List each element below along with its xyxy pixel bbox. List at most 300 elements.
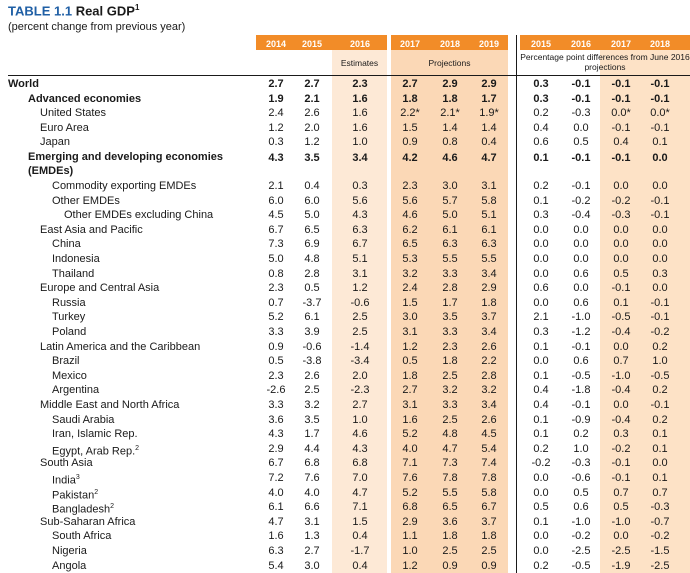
diff-value: -0.1 xyxy=(650,78,670,90)
growth-value: 3.7 xyxy=(481,515,497,528)
diff-value: 0.6 xyxy=(573,296,589,309)
diff-value: 0.5 xyxy=(533,501,549,514)
row-label xyxy=(40,456,93,470)
row-label-text: Europe and Central Asia xyxy=(40,282,160,295)
row-label-text: Poland xyxy=(52,326,87,338)
diff-value: 0.0 xyxy=(573,121,589,134)
growth-value: 1.6 xyxy=(402,413,418,426)
growth-value: 5.1 xyxy=(481,209,497,222)
growth-value: 1.2 xyxy=(402,340,418,353)
growth-value: 6.0 xyxy=(268,194,284,207)
diff-value: 0.4 xyxy=(613,136,629,149)
growth-value: 5.0 xyxy=(268,253,284,265)
growth-value: 6.7 xyxy=(268,457,284,470)
growth-value: 6.1 xyxy=(268,501,284,514)
diff-value: -1.2 xyxy=(571,326,591,338)
growth-value: 2.7 xyxy=(402,78,418,90)
growth-value: 2.1* xyxy=(440,107,460,120)
diff-separator xyxy=(516,35,517,573)
diff-value: -0.5 xyxy=(571,369,591,382)
growth-value: 0.9 xyxy=(442,559,458,572)
diff-value: -0.1 xyxy=(571,399,591,411)
diff-value: -0.7 xyxy=(650,515,670,528)
growth-value: 1.6 xyxy=(352,92,368,105)
growth-value: 0.4 xyxy=(304,180,320,192)
diff-value: 0.3 xyxy=(533,92,549,105)
diff-value: 0.0 xyxy=(652,223,668,236)
row-label-text: Argentina xyxy=(52,384,100,397)
growth-value: 2.3 xyxy=(352,78,368,90)
diff-value: -1.5 xyxy=(650,545,670,557)
row-label-text: Other EMDEs excluding China xyxy=(64,209,214,222)
growth-value: 4.4 xyxy=(304,442,320,455)
row-label-text: Egypt, Arab Rep. xyxy=(52,445,136,458)
growth-value: 1.9 xyxy=(268,92,284,105)
row-label xyxy=(8,77,39,91)
growth-value: 2.4 xyxy=(402,282,418,295)
growth-value: 3.3 xyxy=(442,326,458,338)
growth-value: 5.8 xyxy=(481,486,497,499)
row-label xyxy=(52,383,99,397)
growth-value: 2.3 xyxy=(442,340,458,353)
row-label-text: South Africa xyxy=(52,530,112,543)
row-label-text: Pakistan xyxy=(52,489,95,502)
row-label-text: Euro Area xyxy=(40,121,89,134)
growth-value: 3.2 xyxy=(304,399,320,411)
growth-value: 5.5 xyxy=(481,253,497,265)
row-footnote: 3 xyxy=(75,474,80,481)
header-rule xyxy=(8,75,690,76)
growth-value: 2.6 xyxy=(304,107,320,120)
diff-value: -0.1 xyxy=(650,399,670,411)
growth-value: 1.5 xyxy=(402,296,418,309)
diff-value: -0.1 xyxy=(650,194,670,207)
growth-value: 3.0 xyxy=(402,311,418,324)
growth-value: 2.3 xyxy=(402,180,418,192)
growth-value: 4.2 xyxy=(402,152,418,164)
row-label-text: World xyxy=(8,78,39,90)
row-label xyxy=(52,544,87,558)
diff-value: -2.5 xyxy=(650,559,670,572)
growth-value: 1.0 xyxy=(402,545,418,557)
diff-value: -0.2 xyxy=(531,457,551,470)
growth-value: 3.2 xyxy=(402,267,418,280)
growth-value: 4.7 xyxy=(352,486,368,499)
diff-value: -0.1 xyxy=(571,340,591,353)
growth-value: 3.3 xyxy=(268,326,284,338)
growth-value: 1.2 xyxy=(268,121,284,134)
growth-value: 5.8 xyxy=(481,194,497,207)
diff-value: 0.5 xyxy=(573,486,589,499)
growth-value: 3.1 xyxy=(481,180,497,192)
diff-value: 0.2 xyxy=(533,442,549,455)
diff-value: -0.4 xyxy=(571,209,591,222)
growth-value: 1.0 xyxy=(352,136,368,149)
diff-value: 0.0 xyxy=(613,530,629,543)
diff-value: -0.1 xyxy=(611,457,631,470)
growth-value: 3.3 xyxy=(442,267,458,280)
row-label-text: East Asia and Pacific xyxy=(40,223,143,236)
growth-value: 6.5 xyxy=(442,501,458,514)
diff-value: 0.1 xyxy=(652,136,668,149)
growth-value: 1.0 xyxy=(352,413,368,426)
row-label xyxy=(52,267,94,281)
diff-value: -0.1 xyxy=(611,282,631,295)
growth-value: 3.4 xyxy=(352,152,368,164)
growth-value: 4.7 xyxy=(268,515,284,528)
diff-value: -1.9 xyxy=(611,559,631,572)
growth-value: 2.3 xyxy=(268,282,284,295)
growth-value: 6.5 xyxy=(304,223,320,236)
growth-value: 3.5 xyxy=(442,311,458,324)
diff-value: 0.0 xyxy=(533,486,549,499)
diff-value: 0.1 xyxy=(533,413,549,426)
growth-value: 6.3 xyxy=(481,238,497,251)
growth-value: 0.4 xyxy=(352,559,368,572)
diff-value: -0.1 xyxy=(571,152,591,164)
growth-value: 0.7 xyxy=(268,296,284,309)
diff-value: 0.4 xyxy=(533,121,549,134)
diff-value: 0.1 xyxy=(533,152,549,164)
diff-value: -1.0 xyxy=(611,515,631,528)
growth-value: 4.5 xyxy=(268,209,284,222)
growth-value: 4.3 xyxy=(268,428,284,441)
diff-value: 0.0 xyxy=(613,253,629,265)
diff-value: 0.2 xyxy=(573,428,589,441)
diff-value: -1.0 xyxy=(571,311,591,324)
growth-value: 7.1 xyxy=(402,457,418,470)
growth-value: 2.5 xyxy=(442,413,458,426)
row-label xyxy=(52,296,86,310)
diff-value: 0.0 xyxy=(533,355,549,368)
growth-value: 2.5 xyxy=(442,545,458,557)
growth-value: 0.8 xyxy=(268,267,284,280)
growth-value: 2.6 xyxy=(481,413,497,426)
growth-value: 2.5 xyxy=(352,326,368,338)
diff-value: -0.4 xyxy=(611,413,631,426)
growth-value: 3.4 xyxy=(481,267,497,280)
diff-value: 0.0 xyxy=(533,267,549,280)
row-footnote: 2 xyxy=(135,444,140,452)
row-label xyxy=(28,92,141,106)
growth-value: 2.0 xyxy=(304,121,320,134)
row-label xyxy=(40,340,200,354)
diff-value: 0.3 xyxy=(533,78,549,90)
growth-value: 4.6 xyxy=(402,209,418,222)
diff-value: -0.1 xyxy=(571,180,591,192)
row-label-text: Nigeria xyxy=(52,545,87,557)
growth-value: 2.9 xyxy=(402,515,418,528)
diff-value: 0.1 xyxy=(533,340,549,353)
growth-value: 7.2 xyxy=(268,472,284,484)
row-label-text: Sub-Saharan Africa xyxy=(40,515,136,528)
growth-value: 1.3 xyxy=(304,530,320,543)
diff-value: 0.6 xyxy=(573,355,589,368)
row-label-text: Bangladesh xyxy=(52,503,111,516)
row-footnote: 2 xyxy=(94,488,99,496)
diff-value: 0.0 xyxy=(573,223,589,236)
year-header: 2019 xyxy=(478,39,500,49)
growth-value: 1.8 xyxy=(442,530,458,543)
growth-value: 3.1 xyxy=(304,515,320,528)
row-label xyxy=(40,398,179,412)
growth-value: 5.3 xyxy=(402,253,418,265)
growth-value: 6.3 xyxy=(352,223,368,236)
row-label-text: Commodity exporting EMDEs xyxy=(52,180,197,192)
growth-value: 2.3 xyxy=(268,369,284,382)
growth-value: -2.6 xyxy=(266,384,286,397)
row-label xyxy=(52,252,100,266)
diff-value: 0.0 xyxy=(533,545,549,557)
growth-value: 7.3 xyxy=(268,238,284,251)
growth-value: 5.1 xyxy=(352,253,368,265)
row-label-text: Thailand xyxy=(52,267,95,280)
growth-value: 6.8 xyxy=(352,457,368,470)
diff-value: 0.2 xyxy=(652,413,668,426)
diff-value: 0.0 xyxy=(533,238,549,251)
row-label xyxy=(52,179,196,193)
year-header: 2017 xyxy=(399,39,421,49)
diff-value: 0.1 xyxy=(533,515,549,528)
row-label xyxy=(40,515,135,529)
row-label xyxy=(64,208,213,222)
growth-value: 1.1 xyxy=(402,530,418,543)
growth-value: 0.5 xyxy=(402,355,418,368)
diff-value: 0.0 xyxy=(652,253,668,265)
diff-value: -0.2 xyxy=(650,530,670,543)
row-label-text: (EMDEs) xyxy=(28,165,74,177)
growth-value: -1.7 xyxy=(350,545,370,557)
growth-value: 5.2 xyxy=(402,486,418,499)
diff-value: -2.5 xyxy=(571,545,591,557)
growth-value: 0.9 xyxy=(268,340,284,353)
row-label xyxy=(52,325,86,339)
row-label xyxy=(40,135,70,149)
growth-value: 3.6 xyxy=(442,515,458,528)
growth-value: 3.1 xyxy=(402,399,418,411)
diff-value: -1.0 xyxy=(571,515,591,528)
growth-value: 1.8 xyxy=(442,355,458,368)
row-label xyxy=(52,559,86,573)
table-number: TABLE 1.1 xyxy=(8,3,73,19)
diff-value: 0.1 xyxy=(613,296,629,309)
diff-value: -0.2 xyxy=(611,194,631,207)
diff-value: 0.3 xyxy=(652,267,668,280)
diff-value: 0.0 xyxy=(652,282,668,295)
diff-year-header: 2017 xyxy=(610,39,632,49)
growth-value: 4.0 xyxy=(304,486,320,499)
diff-value: -0.2 xyxy=(571,194,591,207)
title-footnote: 1 xyxy=(134,3,140,12)
growth-value: 2.9 xyxy=(268,442,284,455)
diff-value: -0.1 xyxy=(650,92,670,105)
growth-value: 6.7 xyxy=(481,501,497,514)
diff-value: 0.3 xyxy=(613,428,629,441)
diff-value: 0.0 xyxy=(652,152,668,164)
growth-value: 3.7 xyxy=(481,311,497,324)
row-label-text: Russia xyxy=(52,296,86,309)
growth-value: 2.5 xyxy=(481,545,497,557)
row-label xyxy=(40,223,143,237)
growth-value: 6.9 xyxy=(304,238,320,251)
growth-value: -0.6 xyxy=(350,296,370,309)
growth-value: 3.2 xyxy=(481,384,497,397)
growth-value: 2.7 xyxy=(268,78,284,90)
diff-note: Percentage point differences from June 2016 projections xyxy=(520,52,690,72)
diff-value: 0.0 xyxy=(613,399,629,411)
diff-value: -0.1 xyxy=(611,121,631,134)
growth-value: 2.8 xyxy=(304,267,320,280)
growth-value: 6.2 xyxy=(402,223,418,236)
growth-value: 2.4 xyxy=(268,107,284,120)
diff-value: 1.0 xyxy=(652,355,668,368)
diff-value: 0.0 xyxy=(613,180,629,192)
diff-value: 0.1 xyxy=(652,472,668,484)
year-header: 2015 xyxy=(301,39,323,49)
diff-value: 0.1 xyxy=(533,194,549,207)
diff-value: 0.5 xyxy=(573,136,589,149)
row-label-text: South Asia xyxy=(40,457,93,470)
growth-value: 6.1 xyxy=(481,223,497,236)
row-label-text: Middle East and North Africa xyxy=(40,399,180,411)
growth-value: 2.1 xyxy=(304,92,320,105)
growth-value: 4.3 xyxy=(352,209,368,222)
row-label xyxy=(40,121,89,135)
diff-value: 0.6 xyxy=(533,282,549,295)
growth-value: 3.1 xyxy=(402,326,418,338)
diff-value: -0.3 xyxy=(571,107,591,120)
growth-value: 1.7 xyxy=(304,428,320,441)
growth-value: 3.2 xyxy=(442,384,458,397)
growth-value: 1.7 xyxy=(442,296,458,309)
diff-value: -0.1 xyxy=(611,78,631,90)
growth-value: 6.8 xyxy=(402,501,418,514)
diff-value: 0.0 xyxy=(533,296,549,309)
diff-value: 0.6 xyxy=(533,136,549,149)
diff-value: -0.1 xyxy=(650,121,670,134)
growth-value: 1.6 xyxy=(352,107,368,120)
diff-value: 0.1 xyxy=(652,428,668,441)
diff-value: -0.1 xyxy=(611,92,631,105)
diff-value: -2.5 xyxy=(611,545,631,557)
growth-value: -3.4 xyxy=(350,355,370,368)
row-label-text: Advanced economies xyxy=(28,92,142,105)
diff-value: -0.3 xyxy=(571,457,591,470)
growth-value: 7.6 xyxy=(304,472,320,484)
growth-value: 0.4 xyxy=(352,530,368,543)
growth-value: 1.4 xyxy=(442,121,458,134)
row-label xyxy=(40,281,159,295)
growth-value: 1.5 xyxy=(352,515,368,528)
row-label-text: China xyxy=(52,238,81,251)
growth-value: 2.8 xyxy=(442,282,458,295)
diff-value: 0.0* xyxy=(650,107,670,120)
growth-value: -3.8 xyxy=(302,355,322,368)
growth-value: 5.0 xyxy=(442,209,458,222)
diff-value: 0.2 xyxy=(652,340,668,353)
growth-value: 1.5 xyxy=(402,121,418,134)
growth-value: 5.5 xyxy=(442,253,458,265)
table-subtitle: (percent change from previous year) xyxy=(8,21,186,33)
growth-value: 3.4 xyxy=(481,399,497,411)
growth-value: 1.7 xyxy=(481,92,497,105)
growth-value: 2.2* xyxy=(400,107,420,120)
row-label xyxy=(52,427,138,441)
growth-value: 6.3 xyxy=(268,545,284,557)
diff-year-header: 2016 xyxy=(570,39,592,49)
diff-value: 0.2 xyxy=(533,559,549,572)
diff-value: -0.2 xyxy=(611,442,631,455)
diff-value: 0.3 xyxy=(533,209,549,222)
growth-value: 1.9* xyxy=(479,107,499,120)
row-label-text: Turkey xyxy=(52,311,86,324)
diff-value: 0.0 xyxy=(573,238,589,251)
row-label xyxy=(52,413,114,427)
diff-value: 0.5 xyxy=(613,267,629,280)
diff-value: 2.1 xyxy=(533,311,549,324)
diff-value: 0.1 xyxy=(533,428,549,441)
growth-value: 6.6 xyxy=(304,501,320,514)
diff-value: -0.9 xyxy=(571,413,591,426)
growth-value: 4.8 xyxy=(304,253,320,265)
diff-value: 0.1 xyxy=(533,369,549,382)
growth-value: 6.7 xyxy=(352,238,368,251)
growth-value: 7.1 xyxy=(352,501,368,514)
growth-value: -2.3 xyxy=(350,384,370,397)
row-label-text: Brazil xyxy=(52,355,80,368)
growth-value: 6.7 xyxy=(268,223,284,236)
growth-value: 2.7 xyxy=(402,384,418,397)
diff-value: -0.2 xyxy=(650,326,670,338)
diff-value: -0.1 xyxy=(611,472,631,484)
row-label xyxy=(28,150,223,178)
diff-value: -0.4 xyxy=(611,384,631,397)
diff-value: 0.0 xyxy=(613,223,629,236)
growth-value: 5.4 xyxy=(481,442,497,455)
diff-value: -0.1 xyxy=(650,311,670,324)
growth-value: 2.7 xyxy=(304,78,320,90)
diff-value: 0.2 xyxy=(533,180,549,192)
growth-value: 3.0 xyxy=(442,180,458,192)
growth-value: 1.8 xyxy=(402,92,418,105)
growth-value: 2.6 xyxy=(304,369,320,382)
growth-value: 6.1 xyxy=(304,311,320,324)
row-label-text: Other EMDEs xyxy=(52,194,120,207)
growth-value: 0.3 xyxy=(352,180,368,192)
growth-value: 1.4 xyxy=(481,121,497,134)
growth-value: 2.5 xyxy=(442,369,458,382)
growth-value: 5.2 xyxy=(268,311,284,324)
growth-value: 4.3 xyxy=(352,442,368,455)
diff-value: 0.0 xyxy=(652,457,668,470)
diff-value: 0.0 xyxy=(573,253,589,265)
row-label-text: Mexico xyxy=(52,369,87,382)
growth-value: 1.6 xyxy=(352,121,368,134)
row-footnote: 2 xyxy=(110,503,115,511)
diff-value: 0.4 xyxy=(533,384,549,397)
growth-value: -0.6 xyxy=(302,340,322,353)
diff-value: -0.2 xyxy=(571,530,591,543)
growth-value: 6.1 xyxy=(442,223,458,236)
diff-value: 0.5 xyxy=(613,501,629,514)
row-label-text: Saudi Arabia xyxy=(52,413,115,426)
growth-value: 1.8 xyxy=(481,530,497,543)
diff-value: -1.0 xyxy=(611,369,631,382)
diff-value: 0.2 xyxy=(652,384,668,397)
diff-year-header: 2015 xyxy=(530,39,552,49)
growth-value: 2.7 xyxy=(352,399,368,411)
table-title-text: Real GDP xyxy=(75,3,135,19)
